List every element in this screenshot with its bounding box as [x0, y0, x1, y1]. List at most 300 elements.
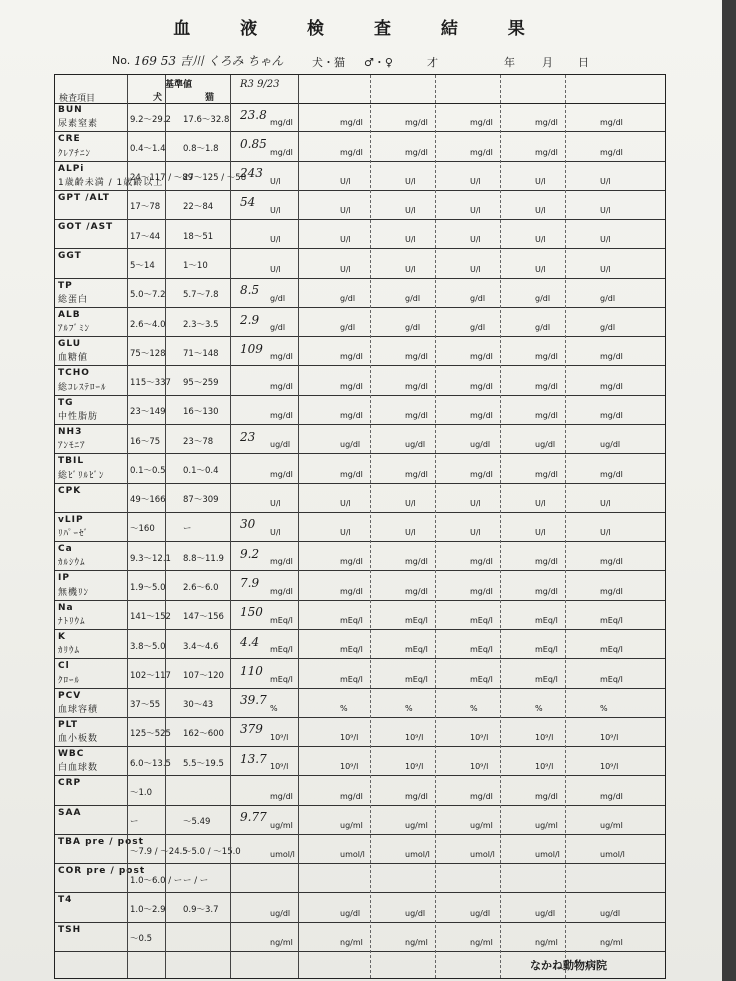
unit-label: U/l: [600, 206, 611, 216]
unit-label: mg/dl: [405, 118, 428, 128]
column-divider: [370, 75, 371, 978]
reference-dog: 102〜117: [130, 670, 171, 681]
unit-label: ng/ml: [270, 937, 293, 947]
unit-label: mg/dl: [535, 118, 558, 128]
unit-label: mg/dl: [600, 352, 623, 362]
unit-label: mg/dl: [470, 791, 493, 801]
unit-label: U/l: [270, 235, 281, 245]
reference-dog: 37〜55: [130, 700, 161, 711]
unit-label: U/l: [270, 206, 281, 216]
test-name: GLU: [58, 339, 82, 350]
unit-label: U/l: [600, 498, 611, 508]
table-row: [55, 835, 665, 864]
unit-label: mg/dl: [600, 411, 623, 421]
unit-label: 10⁹/l: [600, 733, 619, 743]
reference-dog: 0.4〜1.4: [130, 143, 166, 154]
result-value: 39.7: [240, 693, 267, 708]
unit-label: umol/l: [470, 850, 495, 860]
test-name-jp: 中性脂肪: [58, 412, 99, 423]
reference-cat: 147〜156: [183, 612, 224, 623]
test-name-jp: 血球容積: [58, 704, 99, 715]
clinic-name: なかね動物病院: [530, 959, 607, 972]
unit-label: mEq/l: [340, 615, 363, 625]
reference-dog: 2.6〜4.0: [130, 319, 166, 330]
result-value: 243: [240, 166, 263, 181]
test-name: TBIL: [58, 456, 85, 467]
result-value: 109: [240, 341, 263, 356]
result-value: 379: [240, 722, 263, 737]
unit-label: mg/dl: [600, 118, 623, 128]
test-name: WBC: [58, 749, 85, 760]
unit-label: mg/dl: [270, 557, 293, 567]
unit-label: mg/dl: [470, 557, 493, 567]
unit-label: 10⁹/l: [270, 733, 289, 743]
unit-label: ng/ml: [340, 937, 363, 947]
unit-label: mg/dl: [600, 381, 623, 391]
unit-label: U/l: [535, 498, 546, 508]
unit-label: mg/dl: [340, 469, 363, 479]
test-name-jp: 血小板数: [58, 734, 99, 745]
unit-label: mg/dl: [270, 791, 293, 801]
result-value: 150: [240, 605, 263, 620]
test-name: Ca: [58, 544, 73, 555]
unit-label: umol/l: [340, 850, 365, 860]
unit-label: g/dl: [405, 293, 421, 303]
reference-dog: 115〜337: [130, 378, 171, 389]
unit-label: mg/dl: [270, 352, 293, 362]
unit-label: U/l: [340, 528, 351, 538]
unit-label: mg/dl: [535, 411, 558, 421]
reference-dog: 6.0〜13.5: [130, 758, 171, 769]
result-value: 23.8: [240, 107, 267, 122]
unit-label: U/l: [340, 498, 351, 508]
results-table: [54, 74, 666, 979]
unit-label: ug/dl: [340, 440, 361, 450]
unit-label: mEq/l: [340, 674, 363, 684]
test-name: GOT /AST: [58, 222, 114, 233]
unit-label: mg/dl: [470, 469, 493, 479]
reference-dog: 23〜149: [130, 407, 166, 418]
test-name-jp: ｱﾝﾓﾆｱ: [58, 441, 86, 452]
test-name-jp: 総蛋白: [58, 294, 89, 305]
year-label: 年: [504, 56, 515, 69]
unit-label: U/l: [535, 235, 546, 245]
reference-dog: 49〜166: [130, 495, 166, 506]
unit-label: g/dl: [470, 323, 486, 333]
table-row: [55, 308, 665, 337]
record-number-label: No.: [112, 54, 131, 67]
test-name-jp: ﾘﾊﾟｰｾﾞ: [58, 529, 90, 540]
unit-label: U/l: [535, 264, 546, 274]
reference-dog: 125〜525: [130, 729, 171, 740]
unit-label: mg/dl: [270, 381, 293, 391]
reference-cat: ー: [183, 524, 192, 535]
table-row: [55, 454, 665, 483]
result-value: 13.7: [240, 751, 267, 766]
test-name: TBA pre / post: [58, 836, 144, 847]
unit-label: g/dl: [270, 323, 286, 333]
table-row: [55, 601, 665, 630]
unit-label: mg/dl: [470, 147, 493, 157]
result-value: 4.4: [240, 634, 260, 649]
unit-label: U/l: [535, 206, 546, 216]
item-header: 検査項目: [59, 94, 96, 104]
unit-label: mg/dl: [340, 352, 363, 362]
test-name: TP: [58, 280, 73, 291]
test-name: CRP: [58, 778, 82, 789]
unit-label: %: [340, 703, 348, 713]
unit-label: U/l: [340, 176, 351, 186]
reference-dog: 〜0.5: [130, 934, 153, 945]
unit-label: mg/dl: [470, 118, 493, 128]
unit-label: U/l: [270, 176, 281, 186]
test-name: Na: [58, 602, 74, 613]
unit-label: U/l: [600, 264, 611, 274]
reference-dog: 3.8〜5.0: [130, 641, 166, 652]
unit-label: ug/dl: [470, 908, 491, 918]
reference-cat: 71〜148: [183, 348, 219, 359]
unit-label: mEq/l: [405, 615, 428, 625]
reference-dog: 141〜152: [130, 612, 171, 623]
unit-label: ug/dl: [600, 440, 621, 450]
unit-label: mg/dl: [405, 352, 428, 362]
test-name: BUN: [58, 105, 83, 115]
unit-label: 10⁹/l: [270, 762, 289, 772]
reference-cat: 30〜43: [183, 700, 214, 711]
table-row: [55, 864, 665, 893]
unit-label: mg/dl: [405, 586, 428, 596]
day-label: 日: [578, 56, 589, 69]
unit-label: g/dl: [470, 293, 486, 303]
unit-label: 10⁹/l: [535, 733, 554, 743]
table-row: [55, 513, 665, 542]
unit-label: U/l: [470, 176, 481, 186]
unit-label: ug/dl: [470, 440, 491, 450]
test-name: PLT: [58, 719, 78, 730]
unit-label: mg/dl: [270, 586, 293, 596]
unit-label: mg/dl: [340, 118, 363, 128]
unit-label: U/l: [340, 206, 351, 216]
reference-cat: 5.5〜19.5: [183, 758, 224, 769]
unit-label: mg/dl: [270, 118, 293, 128]
reference-dog: 75〜128: [130, 348, 166, 359]
reference-cat: 27〜125 / 〜58: [183, 173, 247, 184]
unit-label: ug/ml: [535, 820, 558, 830]
table-row: [55, 132, 665, 161]
test-name: SAA: [58, 807, 82, 818]
test-name: GGT: [58, 251, 82, 262]
test-name: ALPi: [58, 163, 85, 174]
test-name-jp: ｶﾘｳﾑ: [58, 646, 81, 657]
unit-label: ug/dl: [340, 908, 361, 918]
unit-label: U/l: [405, 498, 416, 508]
unit-label: umol/l: [405, 850, 430, 860]
unit-label: ng/ml: [405, 937, 428, 947]
column-divider: [500, 75, 501, 978]
unit-label: g/dl: [535, 323, 551, 333]
unit-label: U/l: [600, 235, 611, 245]
table-row: [55, 806, 665, 835]
reference-dog: 〜1.0: [130, 787, 153, 798]
unit-label: U/l: [270, 498, 281, 508]
reference-dog: 5.0〜7.2: [130, 290, 166, 301]
reference-dog: 〜7.9 / 〜24.5: [130, 846, 188, 857]
table-row: [55, 484, 665, 513]
unit-label: U/l: [535, 176, 546, 186]
unit-label: mg/dl: [405, 411, 428, 421]
reference-cat: 95〜259: [183, 378, 219, 389]
table-row: [55, 718, 665, 747]
unit-label: mEq/l: [270, 645, 293, 655]
test-name: vLIP: [58, 514, 84, 525]
unit-label: ug/ml: [470, 820, 493, 830]
unit-label: umol/l: [535, 850, 560, 860]
reference-cat: 2.6〜6.0: [183, 583, 219, 594]
table-header: [55, 75, 665, 104]
unit-label: U/l: [470, 264, 481, 274]
reference-cat: 0.8〜1.8: [183, 143, 219, 154]
exam-date: R3 9/23: [240, 79, 280, 90]
unit-label: U/l: [405, 264, 416, 274]
unit-label: mg/dl: [600, 469, 623, 479]
unit-label: mg/dl: [340, 381, 363, 391]
unit-label: mg/dl: [270, 411, 293, 421]
unit-label: g/dl: [405, 323, 421, 333]
reference-cat: 18〜51: [183, 231, 214, 242]
reference-cat: 107〜120: [183, 670, 224, 681]
table-row: [55, 191, 665, 220]
table-row: [55, 747, 665, 776]
result-value: 9.77: [240, 810, 267, 825]
unit-label: mg/dl: [470, 381, 493, 391]
unit-label: mEq/l: [535, 645, 558, 655]
result-value: 110: [240, 663, 263, 678]
reference-cat: 5.7〜7.8: [183, 290, 219, 301]
unit-label: U/l: [470, 528, 481, 538]
unit-label: mg/dl: [600, 586, 623, 596]
unit-label: mg/dl: [470, 411, 493, 421]
unit-label: 10⁹/l: [405, 762, 424, 772]
test-name: CPK: [58, 485, 82, 496]
table-row: [55, 162, 665, 191]
unit-label: mg/dl: [535, 469, 558, 479]
unit-label: U/l: [600, 176, 611, 186]
reference-dog: 9.3〜12.1: [130, 553, 171, 564]
unit-label: mg/dl: [600, 147, 623, 157]
unit-label: ug/dl: [270, 908, 291, 918]
test-name-jp: ｸﾚｱﾁﾆﾝ: [58, 148, 92, 159]
reference-cat: ー / ー: [183, 875, 209, 886]
reference-dog: 16〜75: [130, 436, 161, 447]
unit-label: mEq/l: [270, 615, 293, 625]
table-row: [55, 893, 665, 922]
test-name-jp: ﾅﾄﾘｳﾑ: [58, 616, 86, 627]
unit-label: mg/dl: [535, 791, 558, 801]
test-name: TSH: [58, 924, 82, 935]
unit-label: 10⁹/l: [535, 762, 554, 772]
unit-label: %: [535, 703, 543, 713]
test-name: IP: [58, 573, 70, 584]
reference-cat: 〜5.49: [183, 817, 211, 828]
test-name: COR pre / post: [58, 866, 146, 877]
unit-label: ng/ml: [470, 937, 493, 947]
unit-label: mg/dl: [535, 147, 558, 157]
unit-label: 10⁹/l: [470, 733, 489, 743]
reference-cat: 0.9〜3.7: [183, 905, 219, 916]
unit-label: mg/dl: [405, 791, 428, 801]
unit-label: U/l: [405, 206, 416, 216]
unit-label: U/l: [470, 498, 481, 508]
unit-label: mg/dl: [470, 586, 493, 596]
table-row: [55, 279, 665, 308]
unit-label: ug/dl: [270, 440, 291, 450]
unit-label: umol/l: [600, 850, 625, 860]
result-value: 30: [240, 517, 256, 532]
unit-label: mEq/l: [470, 674, 493, 684]
unit-label: U/l: [600, 528, 611, 538]
test-name-jp: 総ﾋﾞﾘﾙﾋﾞﾝ: [58, 470, 105, 481]
unit-label: mEq/l: [600, 645, 623, 655]
unit-label: U/l: [340, 235, 351, 245]
test-name: GPT /ALT: [58, 192, 110, 203]
table-row: [55, 689, 665, 718]
reference-dog: ー: [130, 817, 139, 828]
column-divider: [127, 75, 128, 978]
test-name: CRE: [58, 134, 81, 145]
test-name: PCV: [58, 690, 82, 701]
unit-label: U/l: [405, 235, 416, 245]
result-value: 8.5: [240, 283, 260, 298]
reference-dog: 5〜14: [130, 261, 155, 271]
unit-label: 10⁹/l: [340, 733, 359, 743]
test-name: K: [58, 631, 66, 642]
unit-label: mg/dl: [340, 147, 363, 157]
reference-dog: 17〜44: [130, 231, 161, 242]
test-name-jp: ｸﾛｰﾙ: [58, 675, 81, 686]
unit-label: mEq/l: [340, 645, 363, 655]
unit-label: U/l: [270, 528, 281, 538]
unit-label: ug/ml: [340, 820, 363, 830]
table-row: [55, 366, 665, 395]
unit-label: mEq/l: [405, 645, 428, 655]
unit-label: ug/ml: [600, 820, 623, 830]
unit-label: mg/dl: [340, 557, 363, 567]
unit-label: %: [600, 703, 608, 713]
unit-label: mg/dl: [340, 586, 363, 596]
unit-label: mEq/l: [535, 674, 558, 684]
unit-label: %: [270, 703, 278, 713]
unit-label: mEq/l: [600, 615, 623, 625]
test-name-jp: 総ｺﾚｽﾃﾛｰﾙ: [58, 382, 107, 393]
month-label: 月: [542, 56, 553, 69]
test-name-jp: 血糖値: [58, 353, 89, 364]
reference-dog: 〜160: [130, 524, 155, 535]
unit-label: mg/dl: [405, 381, 428, 391]
unit-label: ug/dl: [535, 440, 556, 450]
result-value: 2.9: [240, 312, 260, 327]
unit-label: umol/l: [270, 850, 295, 860]
unit-label: U/l: [470, 206, 481, 216]
unit-label: mg/dl: [270, 469, 293, 479]
reference-dog: 24〜117 / 〜89: [130, 173, 194, 184]
unit-label: mg/dl: [270, 147, 293, 157]
table-row: [55, 337, 665, 366]
table-row: [55, 571, 665, 600]
unit-label: ug/dl: [535, 908, 556, 918]
table-row: [55, 659, 665, 688]
unit-label: U/l: [270, 264, 281, 274]
reference-cat: 87〜309: [183, 495, 219, 506]
unit-label: mg/dl: [405, 147, 428, 157]
reference-cat: 3.4〜4.6: [183, 641, 219, 652]
unit-label: ng/ml: [600, 937, 623, 947]
test-name-jp: ｱﾙﾌﾞﾐﾝ: [58, 324, 91, 335]
reference-cat: 8.8〜11.9: [183, 553, 224, 564]
reference-dog: 1.0〜2.9: [130, 905, 166, 916]
unit-label: mg/dl: [470, 352, 493, 362]
unit-label: U/l: [405, 528, 416, 538]
unit-label: ng/ml: [535, 937, 558, 947]
column-divider: [230, 75, 231, 978]
result-value: 54: [240, 195, 256, 210]
unit-label: mg/dl: [600, 557, 623, 567]
reference-cat: 162〜600: [183, 729, 224, 740]
patient-header: [112, 52, 672, 70]
unit-label: mEq/l: [405, 674, 428, 684]
reference-dog: 9.2〜29.2: [130, 114, 171, 125]
unit-label: ug/ml: [405, 820, 428, 830]
test-name-jp: ｶﾙｼｳﾑ: [58, 558, 86, 569]
unit-label: ug/dl: [405, 908, 426, 918]
dog-header: 犬: [153, 93, 163, 103]
reference-cat: 22〜84: [183, 202, 214, 213]
reference-header: 基準値: [165, 80, 193, 90]
age-label: 才: [427, 56, 438, 69]
unit-label: 10⁹/l: [470, 762, 489, 772]
table-row: [55, 396, 665, 425]
unit-label: g/dl: [535, 293, 551, 303]
reference-cat: 23〜78: [183, 436, 214, 447]
unit-label: U/l: [405, 176, 416, 186]
unit-label: U/l: [470, 235, 481, 245]
unit-label: mg/dl: [340, 791, 363, 801]
table-row: [55, 776, 665, 805]
test-name-jp: 尿素窒素: [58, 119, 99, 130]
unit-label: g/dl: [340, 293, 356, 303]
unit-label: mg/dl: [600, 791, 623, 801]
test-name: NH3: [58, 427, 83, 438]
reference-cat: 1〜10: [183, 261, 208, 271]
patient-record: 169 53 吉川 くろみ ちゃん: [134, 54, 284, 68]
unit-label: mg/dl: [535, 586, 558, 596]
unit-label: %: [470, 703, 478, 713]
unit-label: mg/dl: [535, 352, 558, 362]
unit-label: %: [405, 703, 413, 713]
test-name-jp: 1歳齢未満 / 1歳齢以上: [58, 177, 164, 188]
unit-label: 10⁹/l: [340, 762, 359, 772]
unit-label: ug/dl: [600, 908, 621, 918]
unit-label: 10⁹/l: [405, 733, 424, 743]
result-value: 0.85: [240, 136, 267, 151]
unit-label: 10⁹/l: [600, 762, 619, 772]
reference-dog: 0.1〜0.5: [130, 465, 166, 476]
result-value: 9.2: [240, 546, 260, 561]
page-title: 血 液 検 査 結 果: [173, 19, 547, 39]
test-name: TG: [58, 397, 74, 408]
reference-cat: 17.6〜32.8: [183, 114, 230, 125]
reference-cat: 〜5.0 / 〜15.0: [183, 846, 241, 857]
test-name: ALB: [58, 309, 81, 320]
